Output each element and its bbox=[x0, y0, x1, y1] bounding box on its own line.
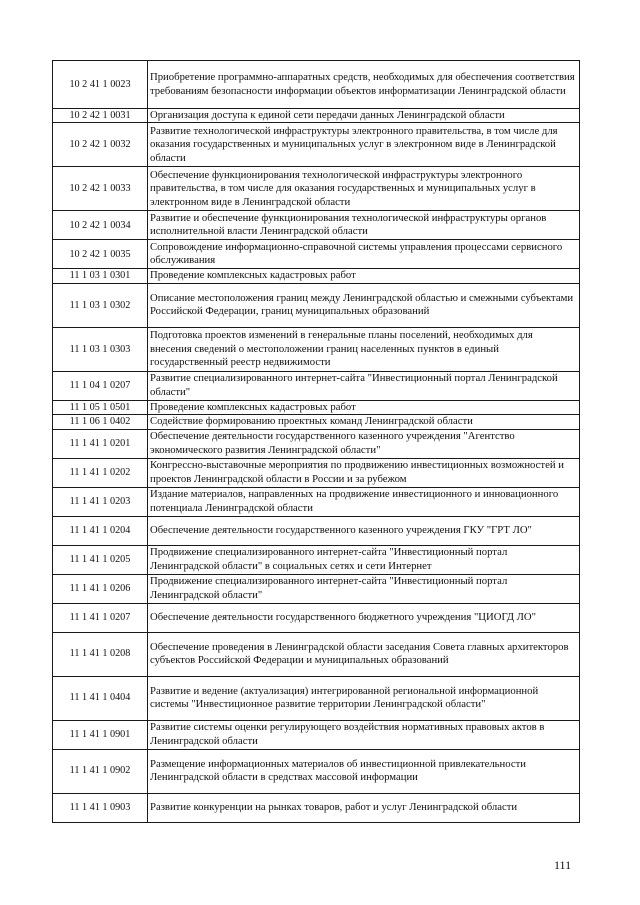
description-cell: Проведение комплексных кадастровых работ bbox=[148, 400, 580, 414]
page-number: 111 bbox=[554, 858, 572, 872]
description-cell: Обеспечение проведения в Ленинградской области заседания Совета главных архитекторов субъектов Российской Федерации и муниципальных образований bbox=[148, 632, 580, 676]
code-cell: 11 1 05 1 0501 bbox=[53, 400, 148, 414]
table-row bbox=[53, 283, 580, 327]
description-cell: Развитие технологической инфраструктуры электронного правительства, в том числе для оказания государственных и муниципальных услуг в электронном виде в Ленинградской области bbox=[148, 123, 580, 167]
description-cell: Продвижение специализированного интернет-сайта "Инвестиционный портал Ленинградской области" в социальных сетях и сети Интернет bbox=[148, 545, 580, 574]
code-cell: 11 1 03 1 0303 bbox=[53, 327, 148, 371]
table-row bbox=[53, 167, 580, 211]
code-cell: 10 2 42 1 0035 bbox=[53, 240, 148, 269]
table-row bbox=[53, 487, 580, 516]
description-cell: Развитие конкуренции на рынках товаров, работ и услуг Ленинградской области bbox=[148, 793, 580, 822]
code-cell: 11 1 41 1 0206 bbox=[53, 574, 148, 603]
table-row bbox=[53, 415, 580, 429]
table-row bbox=[53, 793, 580, 822]
description-cell: Развитие системы оценки регулирующего воздействия нормативных правовых актов в Ленинградской области bbox=[148, 720, 580, 749]
table-row bbox=[53, 676, 580, 720]
description-cell: Обеспечение деятельности государственного бюджетного учреждения "ЦИОГД ЛО" bbox=[148, 603, 580, 632]
code-cell: 11 1 03 1 0301 bbox=[53, 269, 148, 283]
description-cell: Описание местоположения границ между Ленинградской областью и смежными субъектами Российской Федерации, границ муниципальных образований bbox=[148, 283, 580, 327]
description-cell: Развитие и ведение (актуализация) интегрированной региональной информационной системы "Инвестиционное развитие территории Ленинградской области" bbox=[148, 676, 580, 720]
code-cell: 11 1 41 1 0902 bbox=[53, 749, 148, 793]
code-cell: 11 1 41 1 0205 bbox=[53, 545, 148, 574]
description-cell: Подготовка проектов изменений в генеральные планы поселений, необходимых для внесения сведений о местоположении границ населенных пунктов в единый государственный реестр недвижимости bbox=[148, 327, 580, 371]
code-cell: 11 1 41 1 0901 bbox=[53, 720, 148, 749]
code-cell: 10 2 42 1 0032 bbox=[53, 123, 148, 167]
description-cell: Издание материалов, направленных на продвижение инвестиционного и инновационного потенциала Ленинградской области bbox=[148, 487, 580, 516]
table-row bbox=[53, 574, 580, 603]
description-cell: Обеспечение деятельности государственного казенного учреждения "Агентство экономического развития Ленинградской области" bbox=[148, 429, 580, 458]
description-cell: Содействие формированию проектных команд Ленинградской области bbox=[148, 415, 580, 429]
table-row bbox=[53, 240, 580, 269]
description-cell: Размещение информационных материалов об инвестиционной привлекательности Ленинградской области в средствах массовой информации bbox=[148, 749, 580, 793]
description-cell: Сопровождение информационно-справочной системы управления процессами сервисного обслуживания bbox=[148, 240, 580, 269]
table-body bbox=[53, 61, 580, 823]
code-cell: 10 2 42 1 0034 bbox=[53, 211, 148, 240]
table-row bbox=[53, 429, 580, 458]
code-cell: 11 1 41 1 0207 bbox=[53, 603, 148, 632]
description-cell: Обеспечение деятельности государственного казенного учреждения ГКУ "ГРТ ЛО" bbox=[148, 516, 580, 545]
description-cell: Организация доступа к единой сети передачи данных Ленинградской области bbox=[148, 109, 580, 123]
code-cell: 11 1 06 1 0402 bbox=[53, 415, 148, 429]
description-cell: Конгрессно-выставочные мероприятия по продвижению инвестиционных возможностей и проектов Ленинградской области в России и за рубежом bbox=[148, 458, 580, 487]
table-row bbox=[53, 632, 580, 676]
table-row bbox=[53, 211, 580, 240]
table-row bbox=[53, 327, 580, 371]
table-row bbox=[53, 545, 580, 574]
code-cell: 10 2 42 1 0033 bbox=[53, 167, 148, 211]
code-cell: 11 1 41 1 0202 bbox=[53, 458, 148, 487]
table-row bbox=[53, 269, 580, 283]
table-row bbox=[53, 458, 580, 487]
code-cell: 11 1 41 1 0208 bbox=[53, 632, 148, 676]
description-cell: Приобретение программно-аппаратных средств, необходимых для обеспечения соответствия требованиям безопасности информации объектов информатизации Ленинградской области bbox=[148, 61, 580, 109]
table-row bbox=[53, 400, 580, 414]
code-cell: 11 1 41 1 0903 bbox=[53, 793, 148, 822]
description-cell: Развитие специализированного интернет-сайта "Инвестиционный портал Ленинградской области" bbox=[148, 371, 580, 400]
description-cell: Обеспечение функционирования технологической инфраструктуры электронного правительства, в том числе для оказания государственных и муниципальных услуг в электронном виде в Ленинградской области bbox=[148, 167, 580, 211]
code-cell: 11 1 41 1 0203 bbox=[53, 487, 148, 516]
description-cell: Проведение комплексных кадастровых работ bbox=[148, 269, 580, 283]
table-row bbox=[53, 123, 580, 167]
code-cell: 11 1 41 1 0204 bbox=[53, 516, 148, 545]
code-cell: 11 1 41 1 0201 bbox=[53, 429, 148, 458]
table-row bbox=[53, 371, 580, 400]
budget-code-table bbox=[52, 60, 580, 823]
table-row bbox=[53, 603, 580, 632]
table-row bbox=[53, 720, 580, 749]
description-cell: Развитие и обеспечение функционирования технологической инфраструктуры органов исполнительной власти Ленинградской области bbox=[148, 211, 580, 240]
code-cell: 11 1 41 1 0404 bbox=[53, 676, 148, 720]
table-row bbox=[53, 749, 580, 793]
table-row bbox=[53, 61, 580, 109]
code-cell: 11 1 04 1 0207 bbox=[53, 371, 148, 400]
code-cell: 10 2 42 1 0031 bbox=[53, 109, 148, 123]
table-row bbox=[53, 109, 580, 123]
table-row bbox=[53, 516, 580, 545]
description-cell: Продвижение специализированного интернет-сайта "Инвестиционный портал Ленинградской области" bbox=[148, 574, 580, 603]
code-cell: 10 2 41 1 0023 bbox=[53, 61, 148, 109]
code-cell: 11 1 03 1 0302 bbox=[53, 283, 148, 327]
